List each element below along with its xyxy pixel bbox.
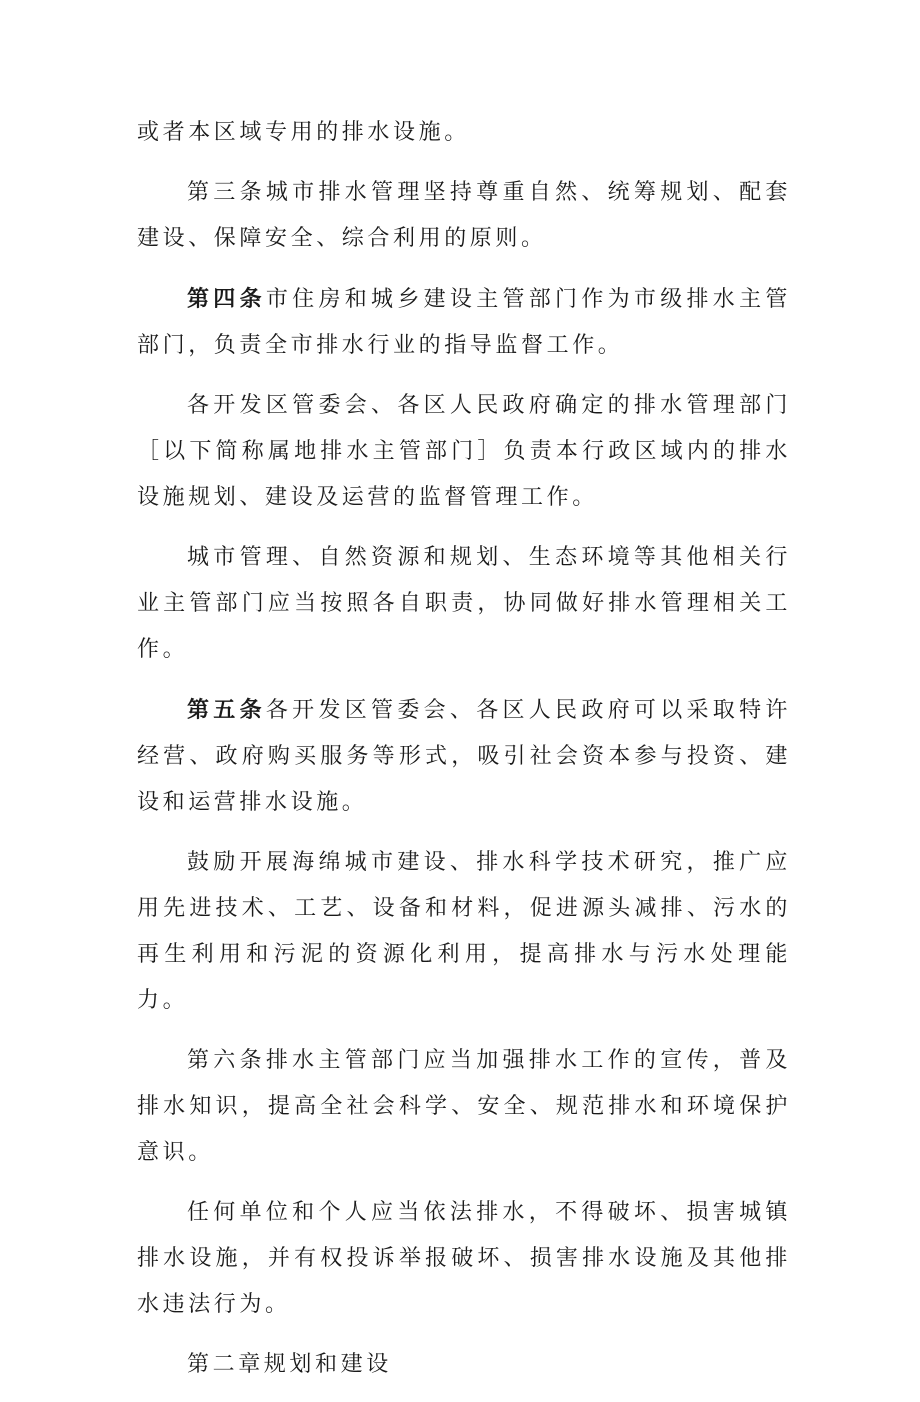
paragraph — [137, 110, 791, 156]
chapter-heading — [137, 1342, 791, 1388]
chapter-title: 第二章规划和建设 — [187, 1352, 392, 1377]
paragraph-text: 任何单位和个人应当依法排水，不得破坏、损害城镇排水设施，并有权投诉举报破坏、损害排水设施及其他排水违法行为。 — [137, 1200, 791, 1317]
paragraph-text: 第六条排水主管部门应当加强排水工作的宣传，普及排水知识，提高全社会科学、安全、规范排水和环境保护意识。 — [137, 1048, 791, 1165]
paragraph-text: 市住房和城乡建设主管部门作为市级排水主管部门，负责全市排水行业的指导监督工作。 — [137, 287, 791, 358]
article-4-paragraph — [137, 276, 791, 369]
article-heading: 第四条 — [187, 286, 266, 312]
article-5-paragraph — [137, 687, 791, 826]
article-heading: 第五条 — [187, 697, 266, 723]
article-6-paragraph — [137, 1038, 791, 1176]
paragraph — [137, 1190, 791, 1328]
paragraph-text: 或者本区域专用的排水设施。 — [137, 120, 470, 145]
paragraph — [137, 535, 791, 673]
paragraph-text: 鼓励开展海绵城市建设、排水科学技术研究，推广应用先进技术、工艺、设备和材料，促进源头减排、污水的再生利用和污泥的资源化利用，提高排水与污水处理能力。 — [137, 850, 791, 1013]
paragraph-text: 各开发区管委会、各区人民政府可以采取特许经营、政府购买服务等形式，吸引社会资本参与投资、建设和运营排水设施。 — [137, 698, 791, 815]
paragraph-text: 城市管理、自然资源和规划、生态环境等其他相关行业主管部门应当按照各自职责，协同做好排水管理相关工作。 — [137, 545, 791, 662]
paragraph — [137, 840, 791, 1024]
paragraph — [137, 383, 791, 521]
paragraph-text: 第三条城市排水管理坚持尊重自然、统筹规划、配套建设、保障安全、综合利用的原则。 — [137, 180, 791, 251]
document-body — [137, 110, 791, 1402]
paragraph-text: 各开发区管委会、各区人民政府确定的排水管理部门［以下简称属地排水主管部门］负责本行政区域内的排水设施规划、建设及运营的监督管理工作。 — [137, 393, 791, 510]
article-3-paragraph — [137, 170, 791, 262]
